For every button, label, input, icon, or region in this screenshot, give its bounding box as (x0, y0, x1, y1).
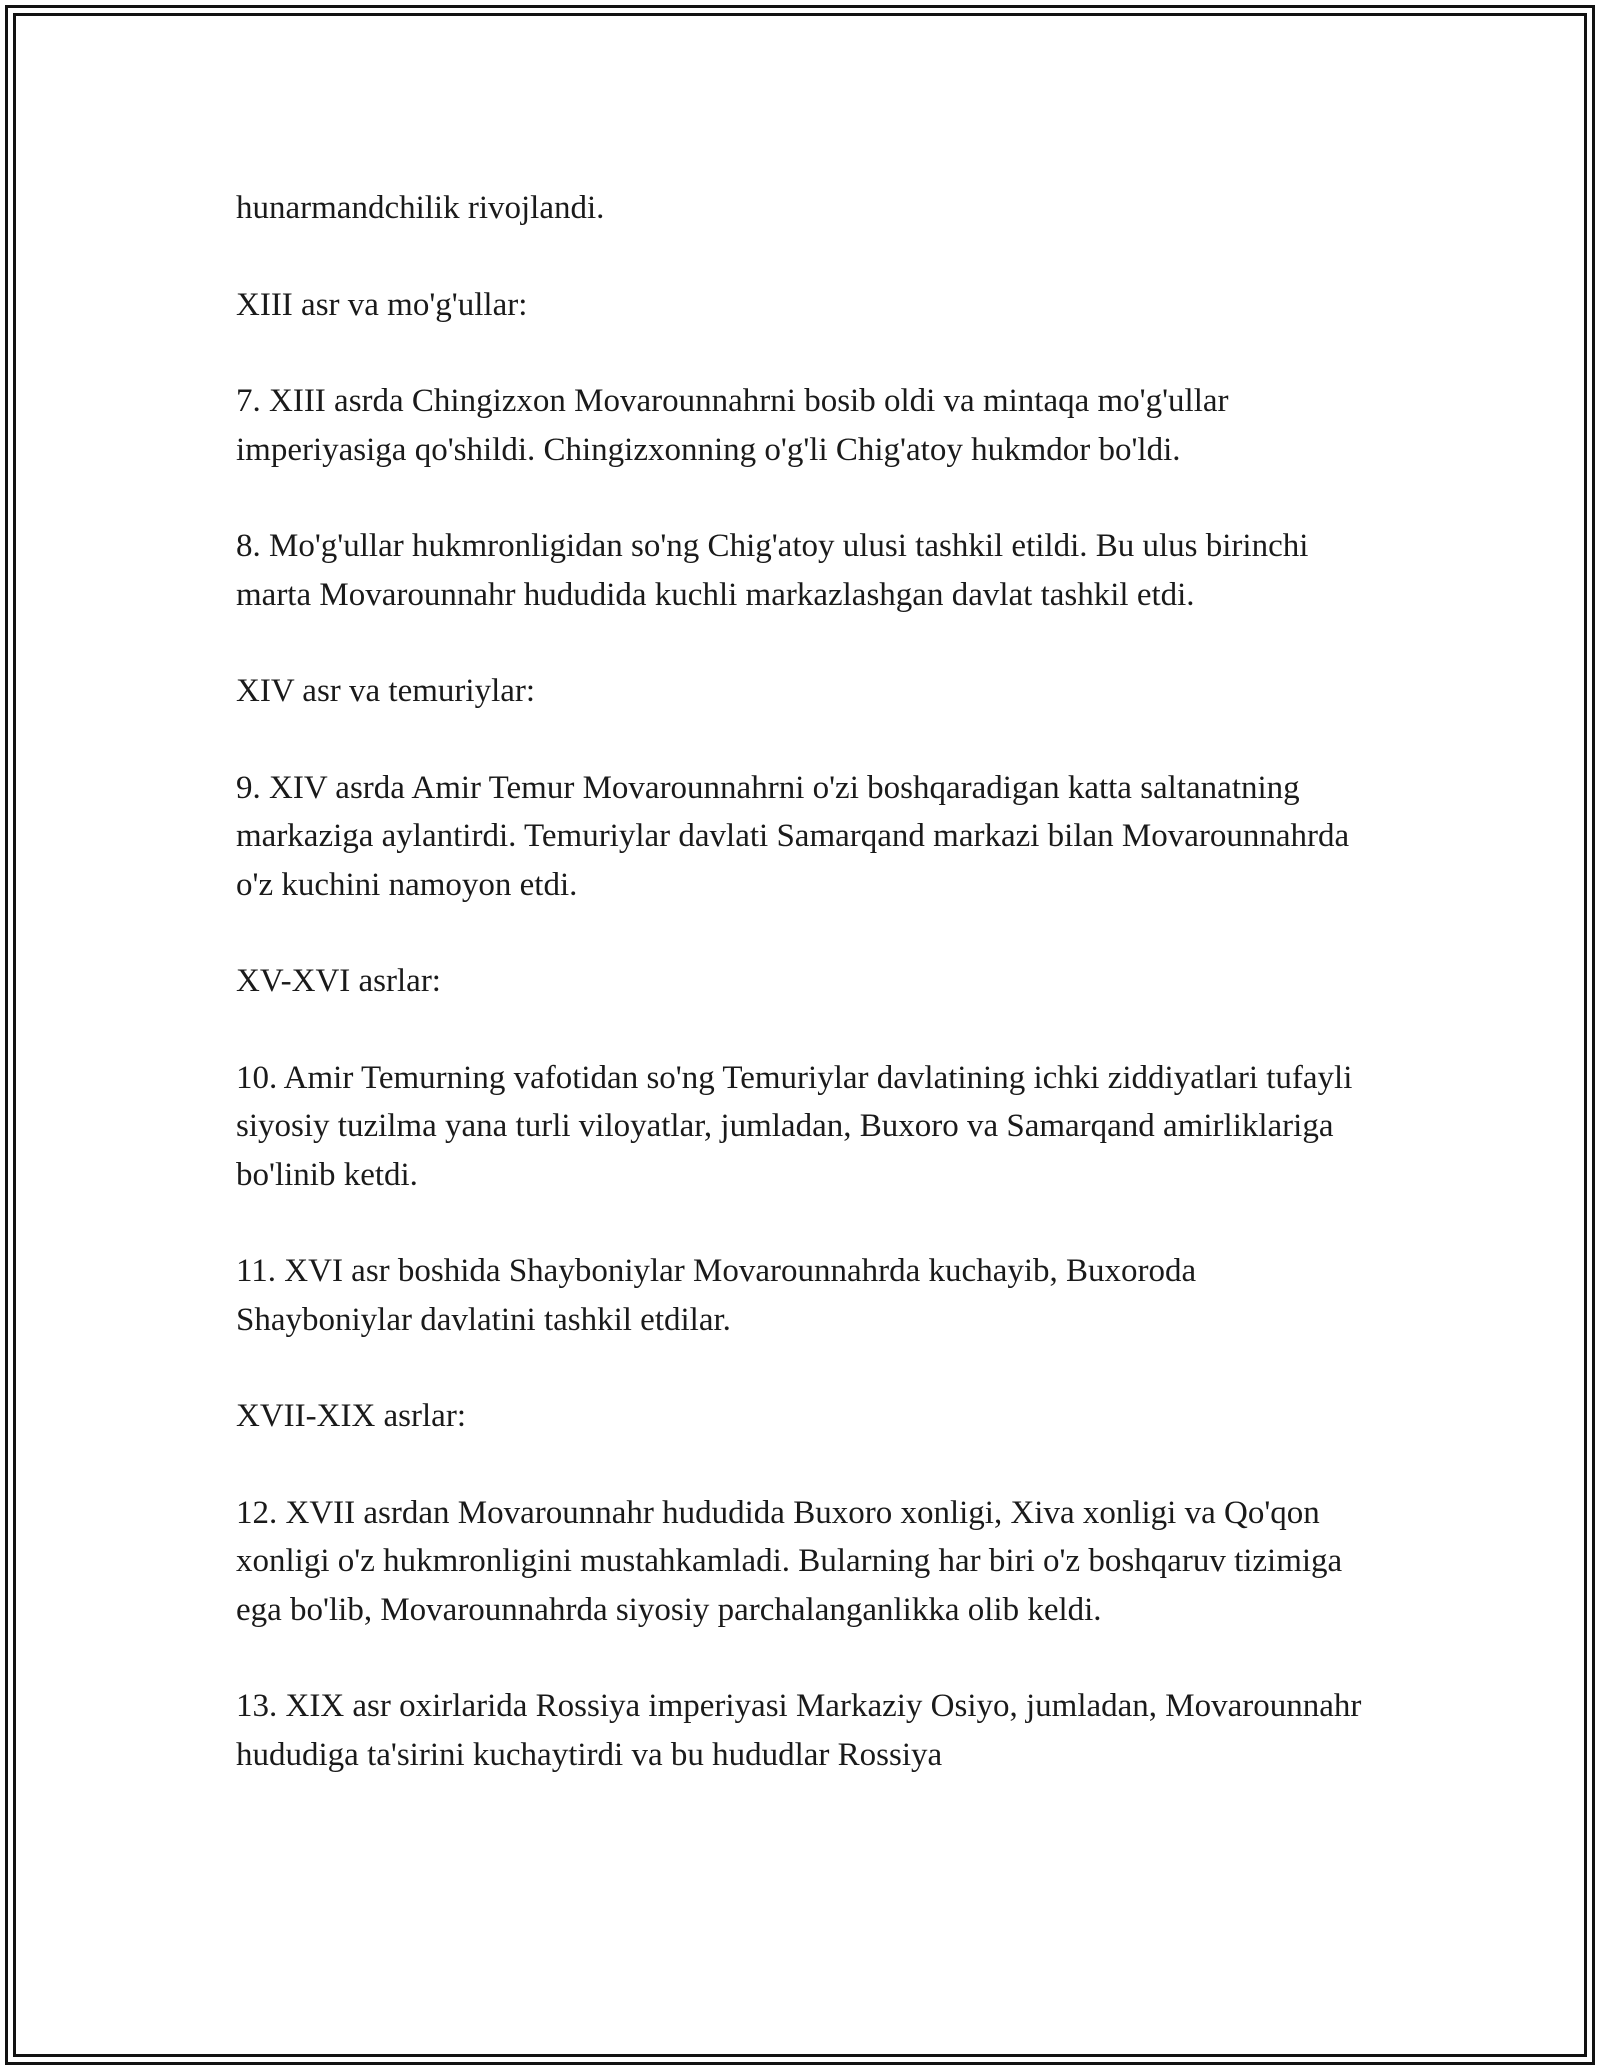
paragraph-7: 7. XIII asrda Chingizxon Movarounnahrni bosib oldi va mintaqa mo'g'ullar imperiyasiga qo'shildi. Chingizxonning o'g'li Chig'atoy hukmdor bo'ldi. (236, 383, 1229, 468)
paragraph-continuation: hunarmandchilik rivojlandi. (236, 190, 605, 226)
paragraph-9: 9. XIV asrda Amir Temur Movarounnahrni o'zi boshqaradigan katta saltanatning markaziga aylantirdi. Temuriylar davlati Samarqand markazi bilan Movarounnahrda o'z kuchini namoyon etdi. (236, 769, 1350, 903)
paragraph-13: 13. XIX asr oxirlarida Rossiya imperiyasi Markaziy Osiyo, jumladan, Movarounnahr hududiga ta'sirini kuchaytirdi va bu hududlar Rossiya (236, 1688, 1362, 1773)
section-heading-xvii-xix: XVII-XIX asrlar: (236, 1398, 466, 1434)
paragraph-8: 8. Mo'g'ullar hukmronligidan so'ng Chig'atoy ulusi tashkil etildi. Bu ulus birinchi marta Movarounnahr hududida kuchli markazlashgan davlat tashkil etdi. (236, 528, 1309, 613)
paragraph-10: 10. Amir Temurning vafotidan so'ng Temuriylar davlatining ichki ziddiyatlari tufayli siyosiy tuzilma yana turli viloyatlar, jumladan, Buxoro va Samarqand amirliklariga bo'linib ketdi. (236, 1059, 1353, 1193)
section-heading-xiii: XIII asr va mo'g'ullar: (236, 286, 528, 323)
paragraph-12: 12. XVII asrdan Movarounnahr hududida Buxoro xonligi, Xiva xonligi va Qo'qon xonligi o'z hukmronligini mustahkamladi. Bularning har biri o'z boshqaruv tizimiga ega bo'lib, Movarounnahrda siyosiy parchalanganlikka olib keldi. (236, 1494, 1343, 1628)
section-heading-xv-xvi: XV-XVI asrlar: (236, 963, 441, 999)
document-body (236, 184, 1376, 1827)
paragraph-11: 11. XVI asr boshida Shayboniylar Movarounnahrda kuchayib, Buxoroda Shayboniylar davlatini tashkil etdilar. (236, 1253, 1197, 1338)
section-heading-xiv: XIV asr va temuriylar: (236, 673, 536, 709)
